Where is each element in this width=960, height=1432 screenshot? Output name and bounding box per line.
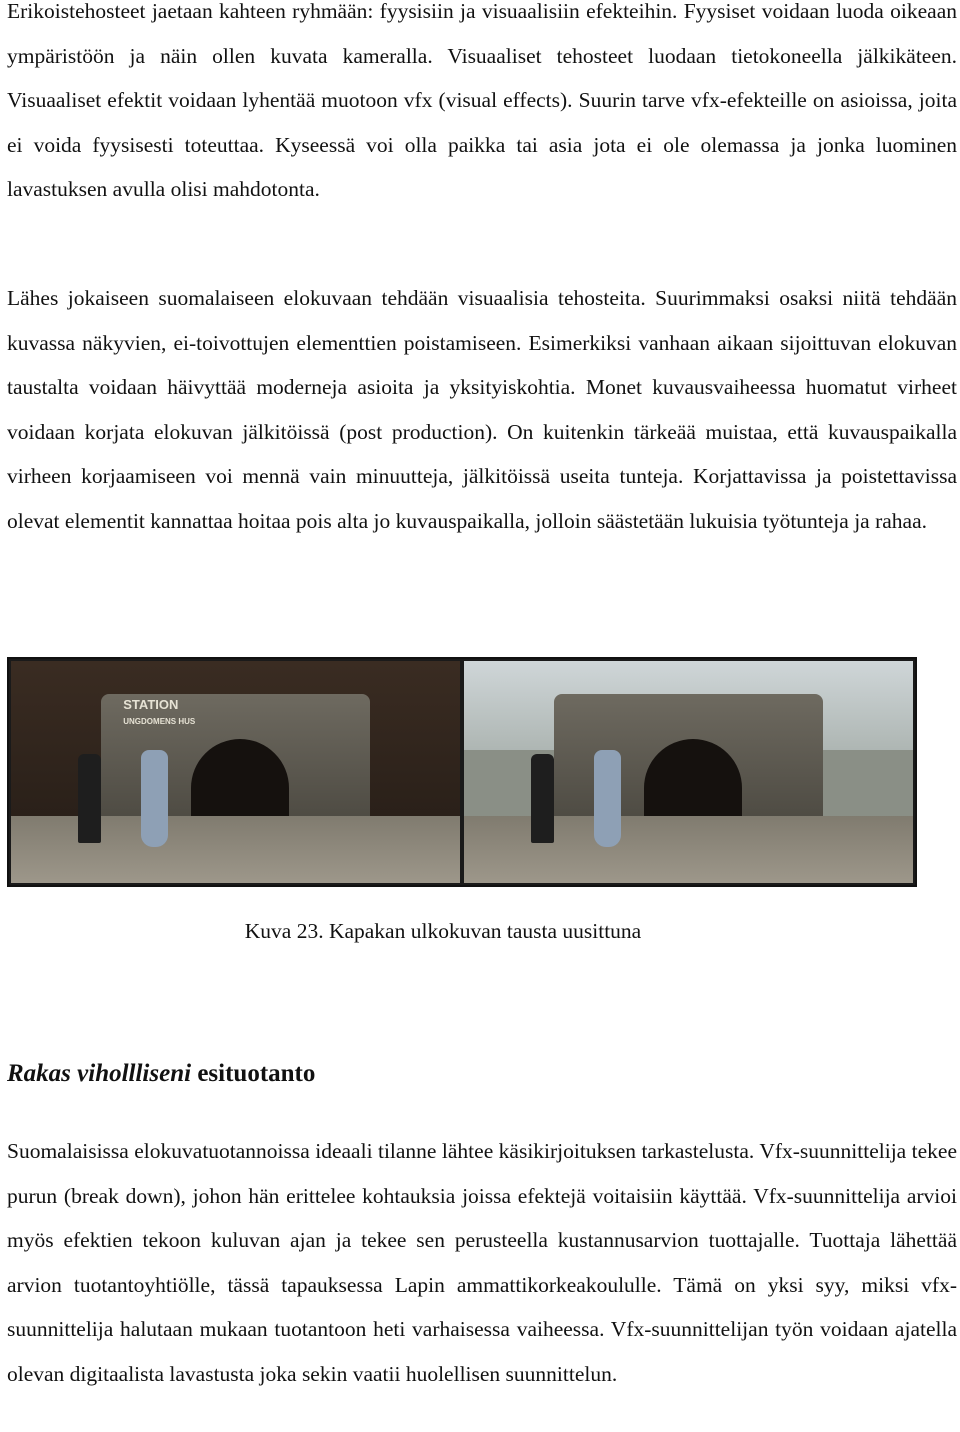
station-sign <box>123 697 195 727</box>
photo-before <box>11 661 460 883</box>
station-sign-subtext: UNGDOMENS HUS <box>123 716 196 726</box>
heading-rest: esituotanto <box>197 1060 316 1087</box>
paragraph-vfx-finnish-films: Lähes jokaiseen suomalaiseen elokuvaan tehdään visuaalisia tehosteita. Suurimmaksi osaksi niitä tehdään kuvassa näkyvien, ei-toivottujen elementtien poistamiseen. Esimerkiksi vanhaan aikaan sijoittuvan elokuvan taustalta voidaan häivyttää moderneja asioita ja yksityiskohtia. Monet kuvausvaiheessa huomatut virheet voidaan korjata elokuvan jälkitöissä (post production). On kuitenkin tärkeää muistaa, että kuvauspaikalla virheen korjaamiseen voi mennä vain minuutteja, jälkitöissä useita tunteja. Korjattavissa ja poistettavissa olevat elementit kannattaa hoitaa pois alta jo kuvauspaikalla, jolloin säästetään lukuisia työtunteja ja rahaa. <box>7 286 957 533</box>
photo-after <box>464 661 913 883</box>
soldier-figure <box>531 754 553 843</box>
paragraph-preproduction: Suomalaisissa elokuvatuotannoissa ideaali tilanne lähtee käsikirjoituksen tarkastelusta. Vfx-suunnittelija tekee purun (break down), johon hän erittelee kohtauksia joissa efektejä voitaisiin käyttää. Vfx-suunnittelija arvioi myös efektien tekoon kuluvan ajan ja tekee sen perusteella kustannusarvion tuottajalle. Tuottaja lähettää arvion tuotantoyhtiölle, tässä tapauksessa Lapin ammattikorkeakoululle. Tämä on yksi syy, miksi vfx-suunnittelija halutaan mukaan tuotantoon heti varhaisessa vaiheessa. Vfx-suunnittelijan työn voidaan ajatella olevan digitaalista lavastusta joka sekin vaatii huolellisen suunnittelun. <box>7 1139 957 1386</box>
woman-figure <box>594 750 621 848</box>
station-sign-text: STATION <box>123 696 179 712</box>
soldier-figure <box>78 754 100 843</box>
paragraph-vfx-intro: Erikoistehosteet jaetaan kahteen ryhmään: fyysisiin ja visuaalisiin efekteihin. Fyysiset voidaan luoda oikeaan ympäristöön ja näin ollen kuvata kameralla. Visuaaliset tehosteet luodaan tietokoneella jälkikäteen. Visuaaliset efektit voidaan lyhentää muotoon vfx (visual effects). Suurin tarve vfx-efekteille on asioissa, joita ei voida fyysisesti toteuttaa. Kyseessä voi olla paikka tai asia jota ei ole olemassa ja jonka luominen lavastuksen avulla olisi mahdotonta. <box>7 0 957 202</box>
figure-before-after <box>7 657 917 887</box>
section-heading <box>7 1060 315 1088</box>
figure-caption: Kuva 23. Kapakan ulkokuvan tausta uusittuna <box>244 919 642 943</box>
heading-film-title: Rakas vihollliseni <box>7 1060 192 1087</box>
woman-figure <box>141 750 168 848</box>
